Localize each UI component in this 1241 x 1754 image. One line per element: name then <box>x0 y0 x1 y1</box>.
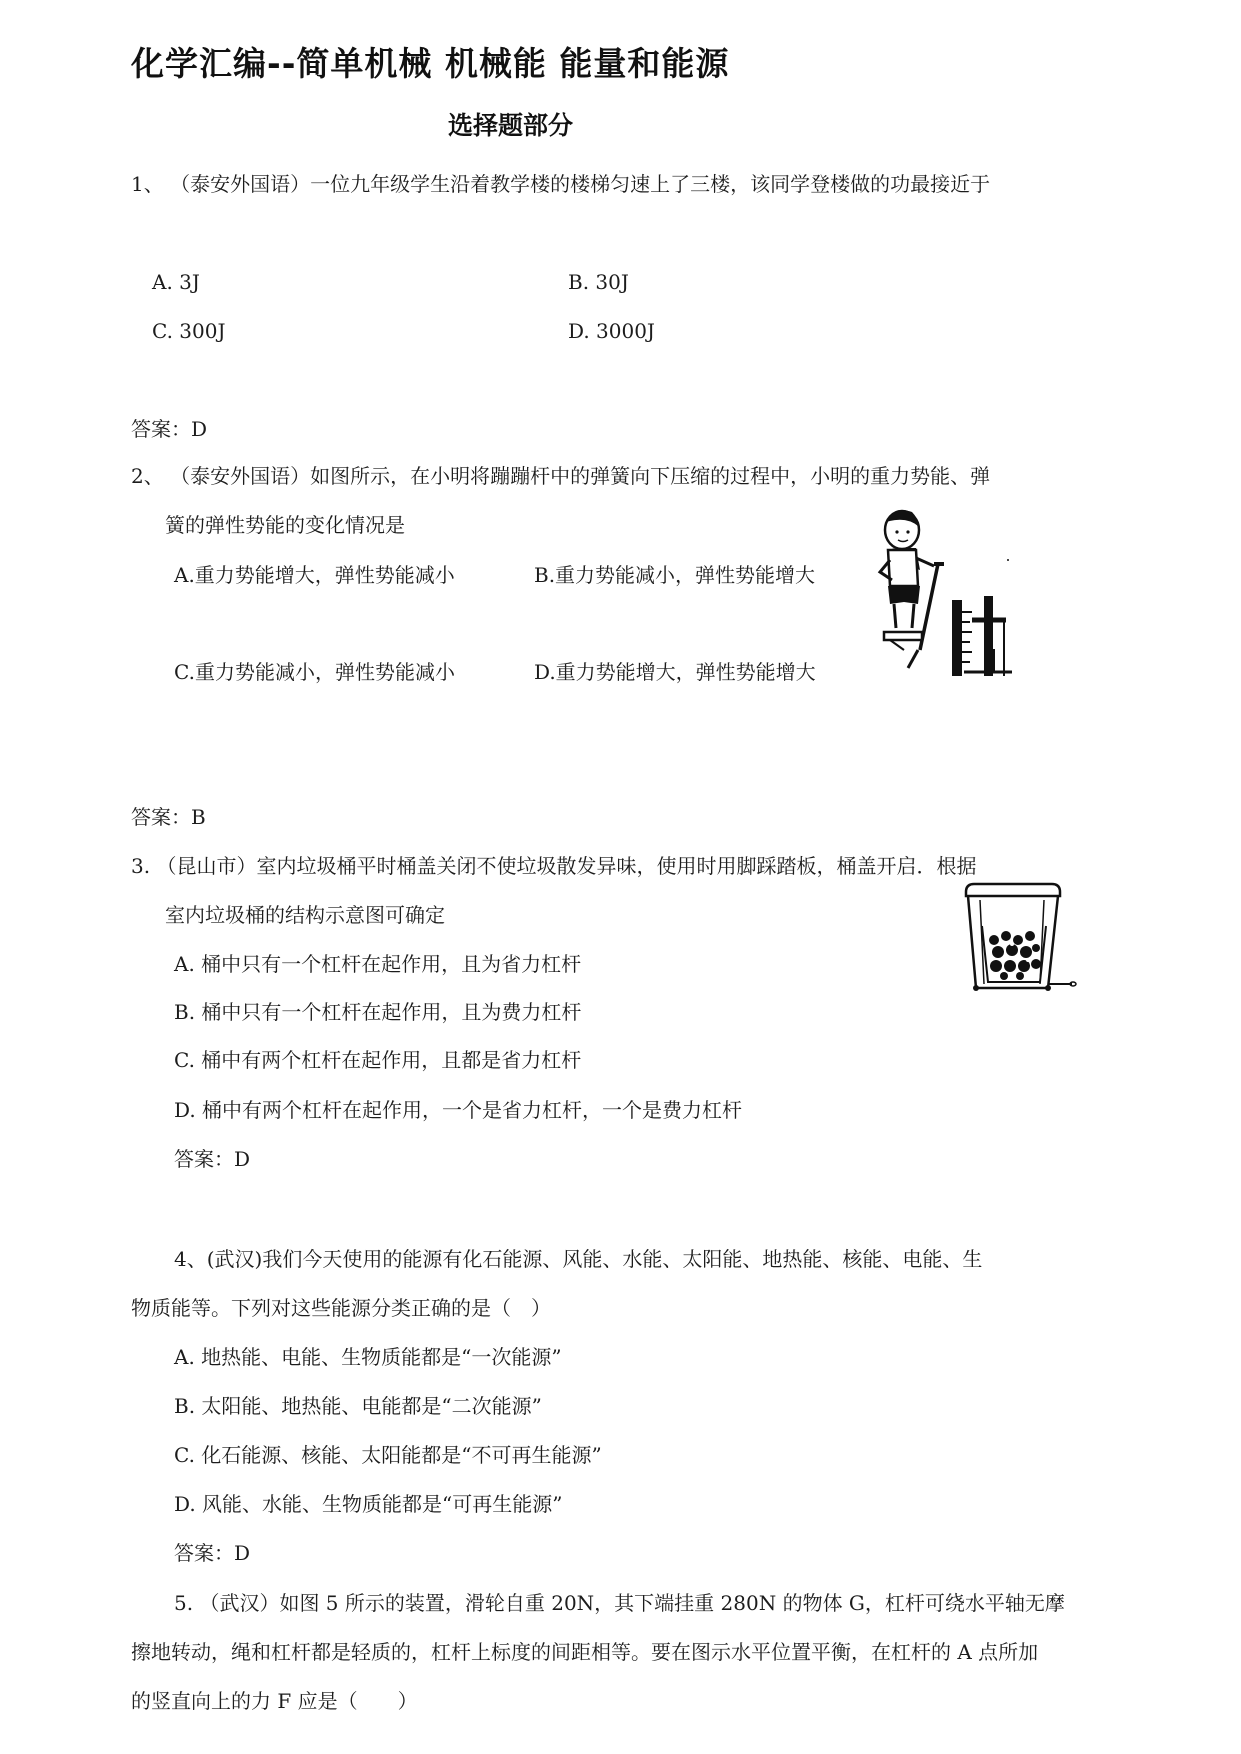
q3-option-b: B. 桶中只有一个杠杆在起作用，且为费力杠杆 <box>174 1000 582 1024</box>
q2-stem-line1: 2、 （泰安外国语）如图所示，在小明将蹦蹦杆中的弹簧向下压缩的过程中，小明的重力势能、弹 <box>131 464 991 488</box>
q4-stem-line1: 4、(武汉)我们今天使用的能源有化石能源、风能、水能、太阳能、地热能、核能、电能、生 <box>174 1247 983 1271</box>
q4-answer: 答案：D <box>174 1541 251 1565</box>
q4-option-a: A. 地热能、电能、生物质能都是“一次能源” <box>174 1345 562 1369</box>
q5-stem-line3: 的竖直向上的力 F 应是（ ） <box>131 1689 418 1713</box>
q3-option-a: A. 桶中只有一个杠杆在起作用，且为省力杠杆 <box>174 952 582 976</box>
q2-answer: 答案：B <box>131 805 206 829</box>
q1-option-a: A. 3J <box>152 270 200 294</box>
q1-stem: 1、 （泰安外国语）一位九年级学生沿着教学楼的楼梯匀速上了三楼，该同学登楼做的功最接近于 <box>131 172 991 196</box>
q3-option-c: C. 桶中有两个杠杆在起作用，且都是省力杠杆 <box>174 1048 582 1072</box>
q4-option-b: B. 太阳能、地热能、电能都是“二次能源” <box>174 1394 542 1418</box>
q5-stem-line2: 擦地转动，绳和杠杆都是轻质的，杠杆上标度的间距相等。要在图示水平位置平衡，在杠杆的 A 点所加 <box>131 1640 1039 1664</box>
trash-can-figure <box>960 880 1078 1004</box>
q3-answer: 答案：D <box>174 1147 251 1171</box>
q3-stem-line2: 室内垃圾桶的结构示意图可确定 <box>165 903 445 927</box>
q1-option-d: D. 3000J <box>568 319 655 343</box>
q1-answer: 答案：D <box>131 417 208 441</box>
q2-option-c: C.重力势能减小，弹性势能减小 <box>174 660 455 684</box>
q2-option-b: B.重力势能减小，弹性势能增大 <box>534 563 816 587</box>
q4-option-d: D. 风能、水能、生物质能都是“可再生能源” <box>174 1492 563 1516</box>
q2-stem-line2: 簧的弹性势能的变化情况是 <box>165 513 405 537</box>
q4-option-c: C. 化石能源、核能、太阳能都是“不可再生能源” <box>174 1443 602 1467</box>
q2-option-a: A.重力势能增大，弹性势能减小 <box>174 563 455 587</box>
q1-option-c: C. 300J <box>152 319 226 343</box>
q3-option-d: D. 桶中有两个杠杆在起作用，一个是省力杠杆，一个是费力杠杆 <box>174 1098 743 1122</box>
section-heading: 选择题部分 <box>448 111 574 140</box>
q2-option-d: D.重力势能增大，弹性势能增大 <box>534 660 816 684</box>
pogo-stick-figure <box>860 500 1020 680</box>
q4-stem-line2: 物质能等。下列对这些能源分类正确的是（ ） <box>131 1296 551 1320</box>
document-title: 化学汇编--简单机械 机械能 能量和能源 <box>131 44 730 83</box>
q1-option-b: B. 30J <box>568 270 629 294</box>
q5-stem-line1: 5. （武汉）如图 5 所示的装置，滑轮自重 20N，其下端挂重 280N 的物体 G，杠杆可绕水平轴无摩 <box>174 1591 1065 1615</box>
q3-stem-line1: 3. （昆山市）室内垃圾桶平时桶盖关闭不使垃圾散发异味，使用时用脚踩踏板，桶盖开启．根据 <box>131 854 977 878</box>
